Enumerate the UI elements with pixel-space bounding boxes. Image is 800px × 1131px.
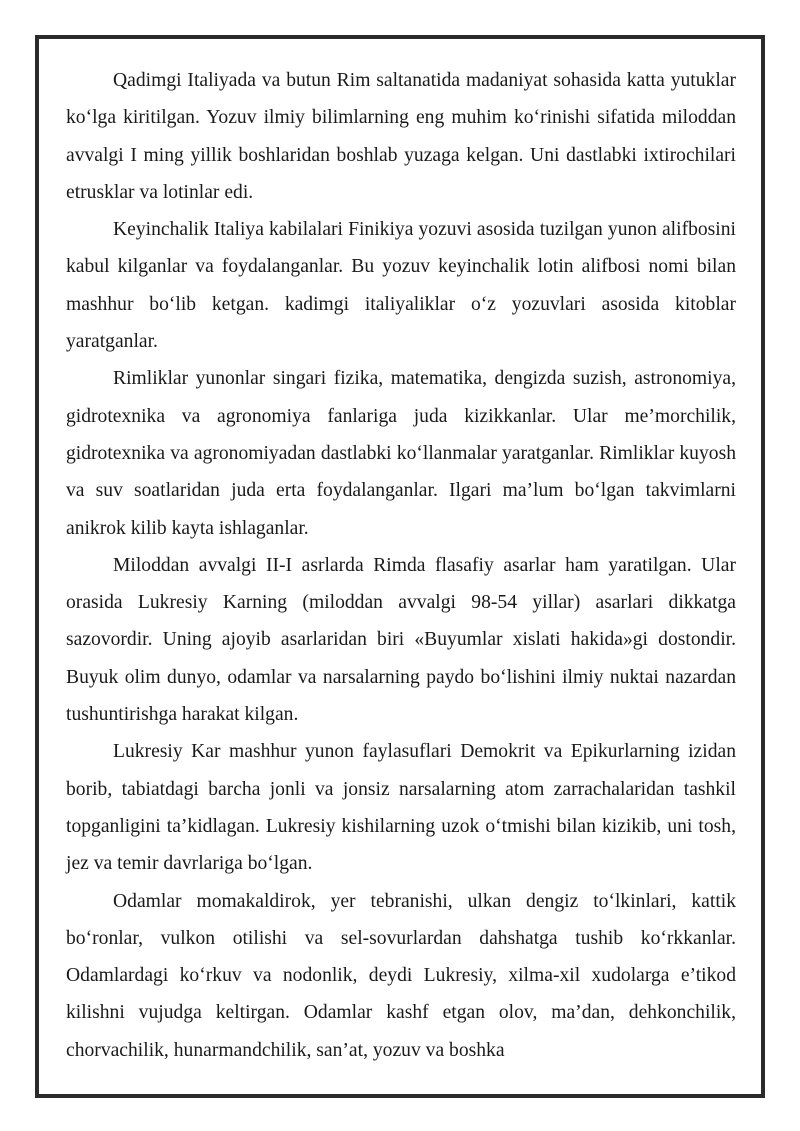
- paragraph-6: Odamlar momakaldirok, yer tebranishi, ulkan dengiz to‘lkinlari, kattik bo‘ronlar, vulkon otilishi va sel-sovurlardan dahshatga tushib ko‘rkkanlar. Odamlardagi ko‘rkuv va nodonlik, deydi Lukresiy, xilma-xil xudolarga e’tikod kilishni vujudga keltirgan. Odamlar kashf etgan olov, ma’dan, dehkonchilik, chorvachilik, hunarmandchilik, san’at, yozuv va boshka: [66, 890, 736, 1061]
- paragraph-1: Qadimgi Italiyada va butun Rim saltanatida madaniyat sohasida katta yutuklar ko‘lga kiritilgan. Yozuv ilmiy bilimlarning eng muhim ko‘rinishi sifatida miloddan avvalgi I ming yillik boshlaridan boshlab yuzaga kelgan. Uni dastlabki ixtirochilari etrusklar va lotinlar edi.: [66, 70, 736, 203]
- paragraph-4: Miloddan avvalgi II-I asrlarda Rimda flasafiy asarlar ham yaratilgan. Ular orasida Lukresiy Karning (miloddan avvalgi 98-54 yillar) asarlari dikkatga sazovordir. Uning ajoyib asarlaridan biri «Buyumlar xislati hakida»gi dostondir. Buyuk olim dunyo, odamlar va narsalarning paydo bo‘lishini ilmiy nuktai nazardan tushuntirishga harakat kilgan.: [66, 554, 736, 726]
- paragraph-5: Lukresiy Kar mashhur yunon faylasuflari Demokrit va Epikurlarning izidan borib, tabiatdagi barcha jonli va jonsiz narsalarning atom zarrachalaridan tashkil topganligini ta’kidlagan. Lukresiy kishilarning uzok o‘tmishi bilan kizikib, uni tosh, jez va temir davrlariga bo‘lgan.: [66, 741, 736, 875]
- document-body: [66, 62, 736, 1069]
- paragraph-3: Rimliklar yunonlar singari fizika, matematika, dengizda suzish, astronomiya, gidrotexnika va agronomiya fanlariga juda kizikkanlar. Ular me’morchilik, gidrotexnika va agronomiyadan dastlabki ko‘llanmalar yaratganlar. Rimliklar kuyosh va suv soatlaridan juda erta foydalanganlar. Ilgari ma’lum bo‘lgan takvimlarni anikrok kilib kayta ishlaganlar.: [66, 368, 736, 539]
- paragraph-2: Keyinchalik Italiya kabilalari Finikiya yozuvi asosida tuzilgan yunon alifbosini kabul kilganlar va foydalanganlar. Bu yozuv keyinchalik lotin alifbosi nomi bilan mashhur bo‘lib ketgan. kadimgi italiyaliklar o‘z yozuvlari asosida kitoblar yaratganlar.: [66, 219, 736, 353]
